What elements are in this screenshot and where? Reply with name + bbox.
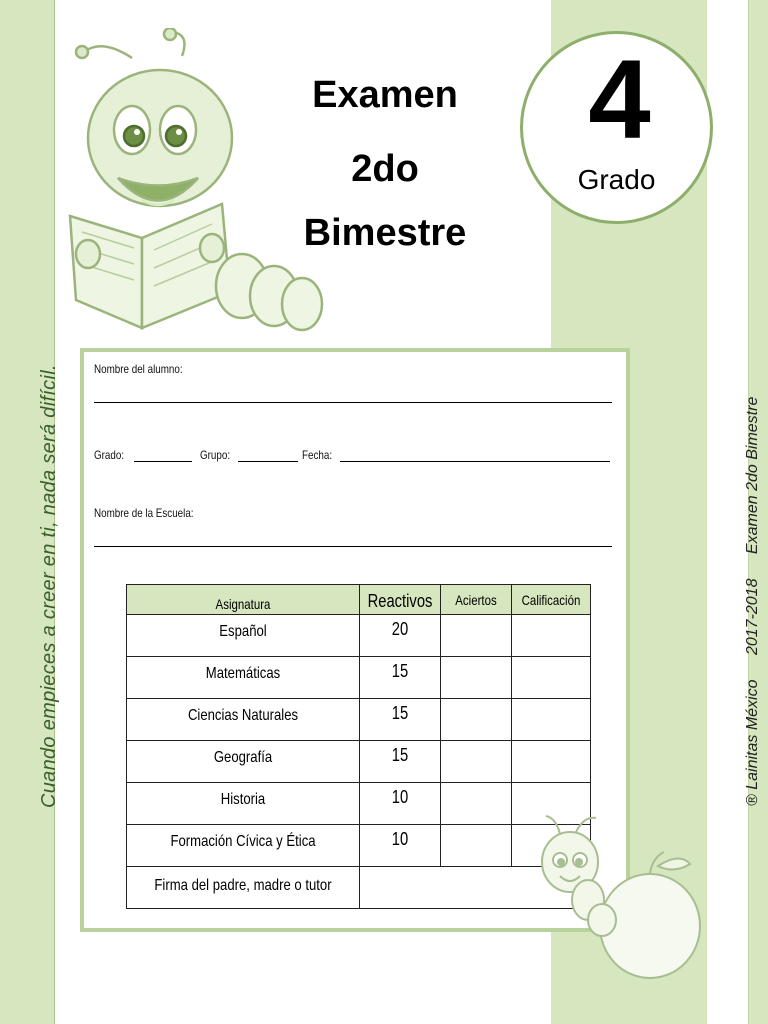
year-text: 2017-2018 [744, 578, 761, 656]
header-items: Reactivos [360, 585, 441, 615]
items-cell: 10 [360, 783, 441, 825]
subject-cell: Español [127, 615, 360, 657]
exam-side-text: Examen 2do Bimestre [744, 396, 761, 555]
table-row [127, 615, 591, 657]
header-grade: Calificación [512, 585, 591, 615]
correct-cell[interactable] [441, 741, 512, 783]
worm-apple-illustration [540, 808, 710, 988]
correct-cell[interactable] [441, 783, 512, 825]
signature-label: Firma del padre, madre o tutor [127, 867, 360, 909]
subject-cell: Matemáticas [127, 657, 360, 699]
grade-label: Grado [577, 164, 656, 195]
motivational-quote: Cuando empieces a creer en ti, nada será difícil. [38, 364, 60, 808]
title-line-2: 2do [351, 148, 419, 190]
items-cell: 15 [360, 699, 441, 741]
correct-cell[interactable] [441, 657, 512, 699]
grade-cell[interactable] [512, 657, 591, 699]
table-row [127, 783, 591, 825]
title-line-3: Bimestre [303, 212, 467, 254]
header-subject: Asignatura [127, 585, 360, 615]
items-cell: 10 [360, 825, 441, 867]
grade-number: 4 [588, 37, 651, 162]
date-field[interactable] [340, 461, 610, 462]
subject-cell: Historia [127, 783, 360, 825]
items-cell: 15 [360, 741, 441, 783]
subject-cell: Formación Cívica y Ética [127, 825, 360, 867]
items-cell: 15 [360, 657, 441, 699]
school-name-field[interactable] [94, 546, 612, 547]
student-name-label: Nombre del alumno: [94, 362, 183, 376]
correct-cell[interactable] [441, 825, 512, 867]
grade-cell[interactable] [512, 699, 591, 741]
grade-field[interactable] [134, 461, 192, 462]
correct-cell[interactable] [441, 699, 512, 741]
group-field-label: Grupo: [200, 448, 231, 462]
grade-badge [520, 31, 713, 224]
title-line-1: Examen [312, 74, 458, 116]
header-correct: Aciertos [441, 585, 512, 615]
correct-cell[interactable] [441, 615, 512, 657]
table-header-row [127, 585, 591, 615]
student-name-field[interactable] [94, 402, 612, 403]
table-row [127, 657, 591, 699]
date-field-label: Fecha: [302, 448, 333, 462]
grade-cell[interactable] [512, 615, 591, 657]
subjects-table [126, 584, 591, 909]
table-row [127, 699, 591, 741]
table-row [127, 741, 591, 783]
grade-field-label: Grado: [94, 448, 125, 462]
group-field[interactable] [238, 461, 298, 462]
subject-cell: Geografía [127, 741, 360, 783]
signature-row [127, 867, 591, 909]
items-cell: 20 [360, 615, 441, 657]
side-credits [744, 377, 762, 806]
subject-cell: Ciencias Naturales [127, 699, 360, 741]
grade-cell[interactable] [512, 741, 591, 783]
school-name-label: Nombre de la Escuela: [94, 506, 194, 520]
brand-text: ® Lainitas México [744, 679, 761, 806]
table-row [127, 825, 591, 867]
